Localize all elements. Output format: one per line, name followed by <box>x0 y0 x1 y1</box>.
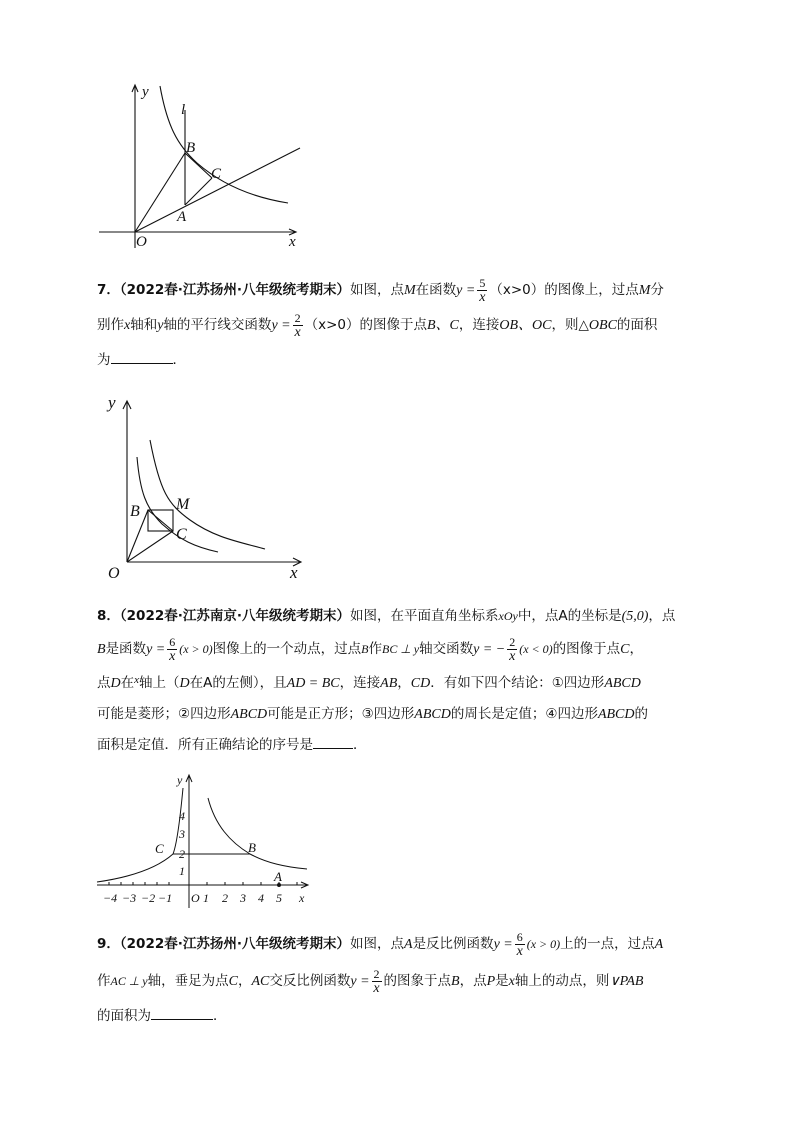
q7-text: ，连接 <box>458 317 500 333</box>
fraction-denominator: x <box>479 289 486 305</box>
q8-line-1 <box>97 602 703 631</box>
label-o: O <box>108 565 120 582</box>
q9-fraction-2-over-x <box>372 968 382 995</box>
q8-point-b: B <box>97 642 106 657</box>
q8-text: 中，点A的坐标是 <box>517 608 622 624</box>
q9-text: 的面积为 <box>97 1008 151 1024</box>
q7-text: ，则△ <box>551 317 589 333</box>
fraction-numerator: 2 <box>509 634 516 649</box>
q8-text: 轴交函数 <box>419 641 474 657</box>
q9-answer-blank[interactable] <box>151 1005 213 1020</box>
x-tick-3: 3 <box>240 891 246 905</box>
q8-point-b: B <box>361 642 369 656</box>
y-tick-1: 1 <box>179 864 185 878</box>
q8-line-4 <box>97 700 703 729</box>
q8-text: ，连接 <box>339 675 381 691</box>
q9-source: （2022春·江苏扬州·八年级统考期末） <box>119 936 350 952</box>
q9-ac: AC <box>251 974 270 989</box>
label-b: B <box>248 840 256 855</box>
label-c: C <box>155 841 164 856</box>
q7-point-m: M <box>404 283 416 298</box>
q8-point-d: D <box>179 676 190 691</box>
x-tick-neg4: −4 <box>103 891 118 905</box>
q8-text: ．有如下四个结论：①四边形 <box>430 675 605 691</box>
q7-text: 轴和 <box>130 317 158 333</box>
fraction-numerator: 6 <box>169 634 176 649</box>
q8-point-d: D <box>110 676 121 691</box>
q7-text: 在函数 <box>415 282 457 298</box>
q9-point-c: C <box>228 974 238 989</box>
fraction-numerator: 2 <box>373 966 380 981</box>
figure-q8 <box>95 770 320 915</box>
q7-text: 的图像于点 <box>359 317 427 333</box>
q9-text: ． <box>213 1008 227 1024</box>
q7-text: 别作 <box>97 317 124 333</box>
x-tick-5: 5 <box>276 891 282 905</box>
question-9 <box>97 930 703 1030</box>
q8-eq-lhs: y = − <box>473 642 506 657</box>
x-tick-2: 2 <box>222 891 228 905</box>
q9-text: 作 <box>97 973 111 989</box>
q8-fraction-2-over-x <box>507 636 517 663</box>
q9-text: 是 <box>495 973 509 989</box>
q8-abcd: ABCD <box>414 707 451 722</box>
fraction-denominator: x <box>516 943 523 959</box>
q8-text: 在A的左侧），且 <box>189 675 287 691</box>
q9-line-2 <box>97 967 703 996</box>
q8-source: （2022春·江苏南京·八年级统考期末） <box>119 608 350 624</box>
x-tick-neg1: −1 <box>158 891 173 905</box>
label-c: C <box>211 166 222 182</box>
q7-eq-lhs: y = <box>271 318 291 333</box>
q9-text: 轴上的动点，则 <box>514 973 610 989</box>
q8-abcd: ABCD <box>597 707 635 722</box>
q9-point-b: B <box>451 974 460 989</box>
q7-fraction-5-over-x <box>477 277 487 304</box>
q8-text: 可能是正方形；③四边形 <box>267 706 415 722</box>
figure-q6 <box>95 80 310 255</box>
segment-oc <box>127 531 173 562</box>
label-y: y <box>108 393 116 412</box>
q7-segments: OB、OC <box>499 318 552 333</box>
q8-abcd: ABCD <box>604 676 641 691</box>
q9-eq-lhs: y = <box>493 937 513 952</box>
q7-number: 7． <box>97 282 120 298</box>
question-8 <box>97 602 703 759</box>
q8-coord-a: (5,0) <box>621 609 649 624</box>
hyperbola-5-over-x <box>150 440 265 549</box>
q7-x: x <box>124 318 131 333</box>
segment-bc <box>148 510 173 531</box>
fraction-numerator: 6 <box>516 929 523 944</box>
q8-text: 面积是定值．所有正确结论的序号是 <box>97 737 313 753</box>
label-o: O <box>136 234 147 250</box>
q9-fraction-6-over-x <box>515 931 525 958</box>
q8-ad-eq-bc: AD = BC <box>286 676 340 691</box>
hyperbola-right <box>208 798 307 869</box>
fraction-denominator: x <box>294 324 301 340</box>
label-o: O <box>191 891 200 905</box>
figure-q7 <box>100 392 310 587</box>
q8-line-3 <box>97 666 703 698</box>
q8-text: ，点 <box>648 608 676 624</box>
x-tick-4: 4 <box>258 891 264 905</box>
q8-text: 作 <box>368 641 382 657</box>
q8-condition: (x > 0) <box>179 642 213 656</box>
q9-line-1 <box>97 930 703 959</box>
q7-line-2 <box>97 311 703 340</box>
y-tick-3: 3 <box>179 827 185 841</box>
fraction-denominator: x <box>373 980 380 996</box>
q9-condition: (x > 0) <box>526 937 561 951</box>
q8-text: 轴上（ <box>139 675 180 691</box>
question-7 <box>97 276 703 374</box>
q7-eq-lhs: y = <box>456 283 476 298</box>
q7-line-3 <box>97 346 703 374</box>
label-x: x <box>289 234 296 250</box>
q7-triangle: OBC <box>588 318 617 333</box>
q8-ab: AB <box>380 676 398 691</box>
q7-text: 轴的平行线交函数 <box>163 317 272 333</box>
q8-text: 点 <box>97 675 111 691</box>
q9-point-a: A <box>404 937 413 952</box>
q8-text: 是函数 <box>105 641 147 657</box>
fraction-denominator: x <box>509 648 516 664</box>
q8-text: 如图，在平面直角坐标系 <box>350 608 499 624</box>
segment-bc <box>185 153 212 178</box>
x-tick-neg3: −3 <box>122 891 137 905</box>
q8-text: 可能是菱形；②四边形 <box>97 706 231 722</box>
q7-points-bc: B、C <box>427 318 459 333</box>
label-l: l <box>181 102 186 118</box>
q9-eq-lhs: y = <box>350 974 370 989</box>
q9-text: 上的一点，过点 <box>560 936 655 952</box>
q8-x: x <box>134 674 140 686</box>
q8-abcd: ABCD <box>230 707 268 722</box>
q7-source: （2022春·江苏扬州·八年级统考期末） <box>119 282 350 298</box>
q8-text: 在 <box>120 675 135 691</box>
label-x: x <box>299 891 305 905</box>
x-tick-neg2: −2 <box>141 891 156 905</box>
q7-text: 为 <box>97 352 111 368</box>
q8-answer-blank[interactable] <box>313 734 353 749</box>
q9-text: ，点 <box>459 973 487 989</box>
q8-number: 8． <box>97 608 120 624</box>
q9-point-p: P <box>486 974 496 989</box>
y-tick-4: 4 <box>179 809 185 823</box>
q9-text: 的图象于点 <box>383 973 452 989</box>
q9-line-3 <box>97 1002 703 1030</box>
q8-line-2 <box>97 635 703 664</box>
q9-text: ， <box>237 973 252 989</box>
q8-text: ， <box>629 641 643 657</box>
q8-fraction-6-over-x <box>167 636 177 663</box>
q8-bc-perp: BC ⊥ y <box>382 642 420 656</box>
q7-answer-blank[interactable] <box>111 349 173 364</box>
q8-eq-lhs: y = <box>146 642 166 657</box>
label-b: B <box>130 503 140 520</box>
fraction-denominator: x <box>169 648 176 664</box>
q9-x: x <box>508 974 515 989</box>
q8-line-5 <box>97 731 703 759</box>
q7-y: y <box>157 318 164 333</box>
hyperbola-left <box>97 788 183 882</box>
label-a: A <box>274 869 282 884</box>
q9-ac-perp: AC ⊥ y <box>110 974 148 988</box>
q8-text: 的周长是定值；④四边形 <box>450 706 598 722</box>
q8-text: ． <box>353 737 367 753</box>
label-x: x <box>290 563 298 582</box>
label-y: y <box>177 773 183 787</box>
q8-text: ， <box>397 675 411 691</box>
fraction-numerator: 2 <box>294 310 301 325</box>
label-y: y <box>142 84 149 100</box>
q7-text: 如图，点 <box>350 282 404 298</box>
q8-text: 的 <box>634 706 649 722</box>
y-tick-2: 2 <box>179 847 185 861</box>
q8-cd: CD <box>410 676 431 691</box>
q9-text: 是反比例函数 <box>412 936 494 952</box>
segment-ac <box>185 178 212 205</box>
q7-text: 的图像上，过点 <box>544 282 639 298</box>
q7-condition: （x>0） <box>304 317 360 333</box>
label-a: A <box>177 209 187 225</box>
q9-text: 轴，垂足为点 <box>147 973 229 989</box>
fraction-numerator: 5 <box>479 275 486 290</box>
q7-point-m: M <box>638 283 651 298</box>
q7-condition: （x>0） <box>489 282 545 298</box>
q8-text: 的图像于点 <box>552 641 621 657</box>
q9-text: 如图，点 <box>350 936 404 952</box>
q7-fraction-2-over-x <box>293 312 303 339</box>
q7-text: ． <box>172 352 186 368</box>
q8-point-c: C <box>620 642 630 657</box>
label-c: C <box>176 526 187 543</box>
q9-triangle-pab: ∨PAB <box>609 974 644 989</box>
q8-xoy: xOy <box>498 609 518 623</box>
q8-text: 图像上的一个动点，过点 <box>212 641 362 657</box>
q7-text: 分 <box>650 282 664 298</box>
q9-number: 9． <box>97 936 120 952</box>
hyperbola-curve <box>160 86 288 203</box>
q7-text: 的面积 <box>616 317 658 333</box>
x-tick-1: 1 <box>203 891 209 905</box>
label-m: M <box>176 496 190 513</box>
q9-point-a: A <box>654 937 664 952</box>
label-b: B <box>186 140 196 156</box>
q7-line-1 <box>97 276 703 305</box>
q9-text: 交反比例函数 <box>269 973 351 989</box>
q8-condition: (x < 0) <box>519 642 553 656</box>
line-oc <box>135 148 300 232</box>
